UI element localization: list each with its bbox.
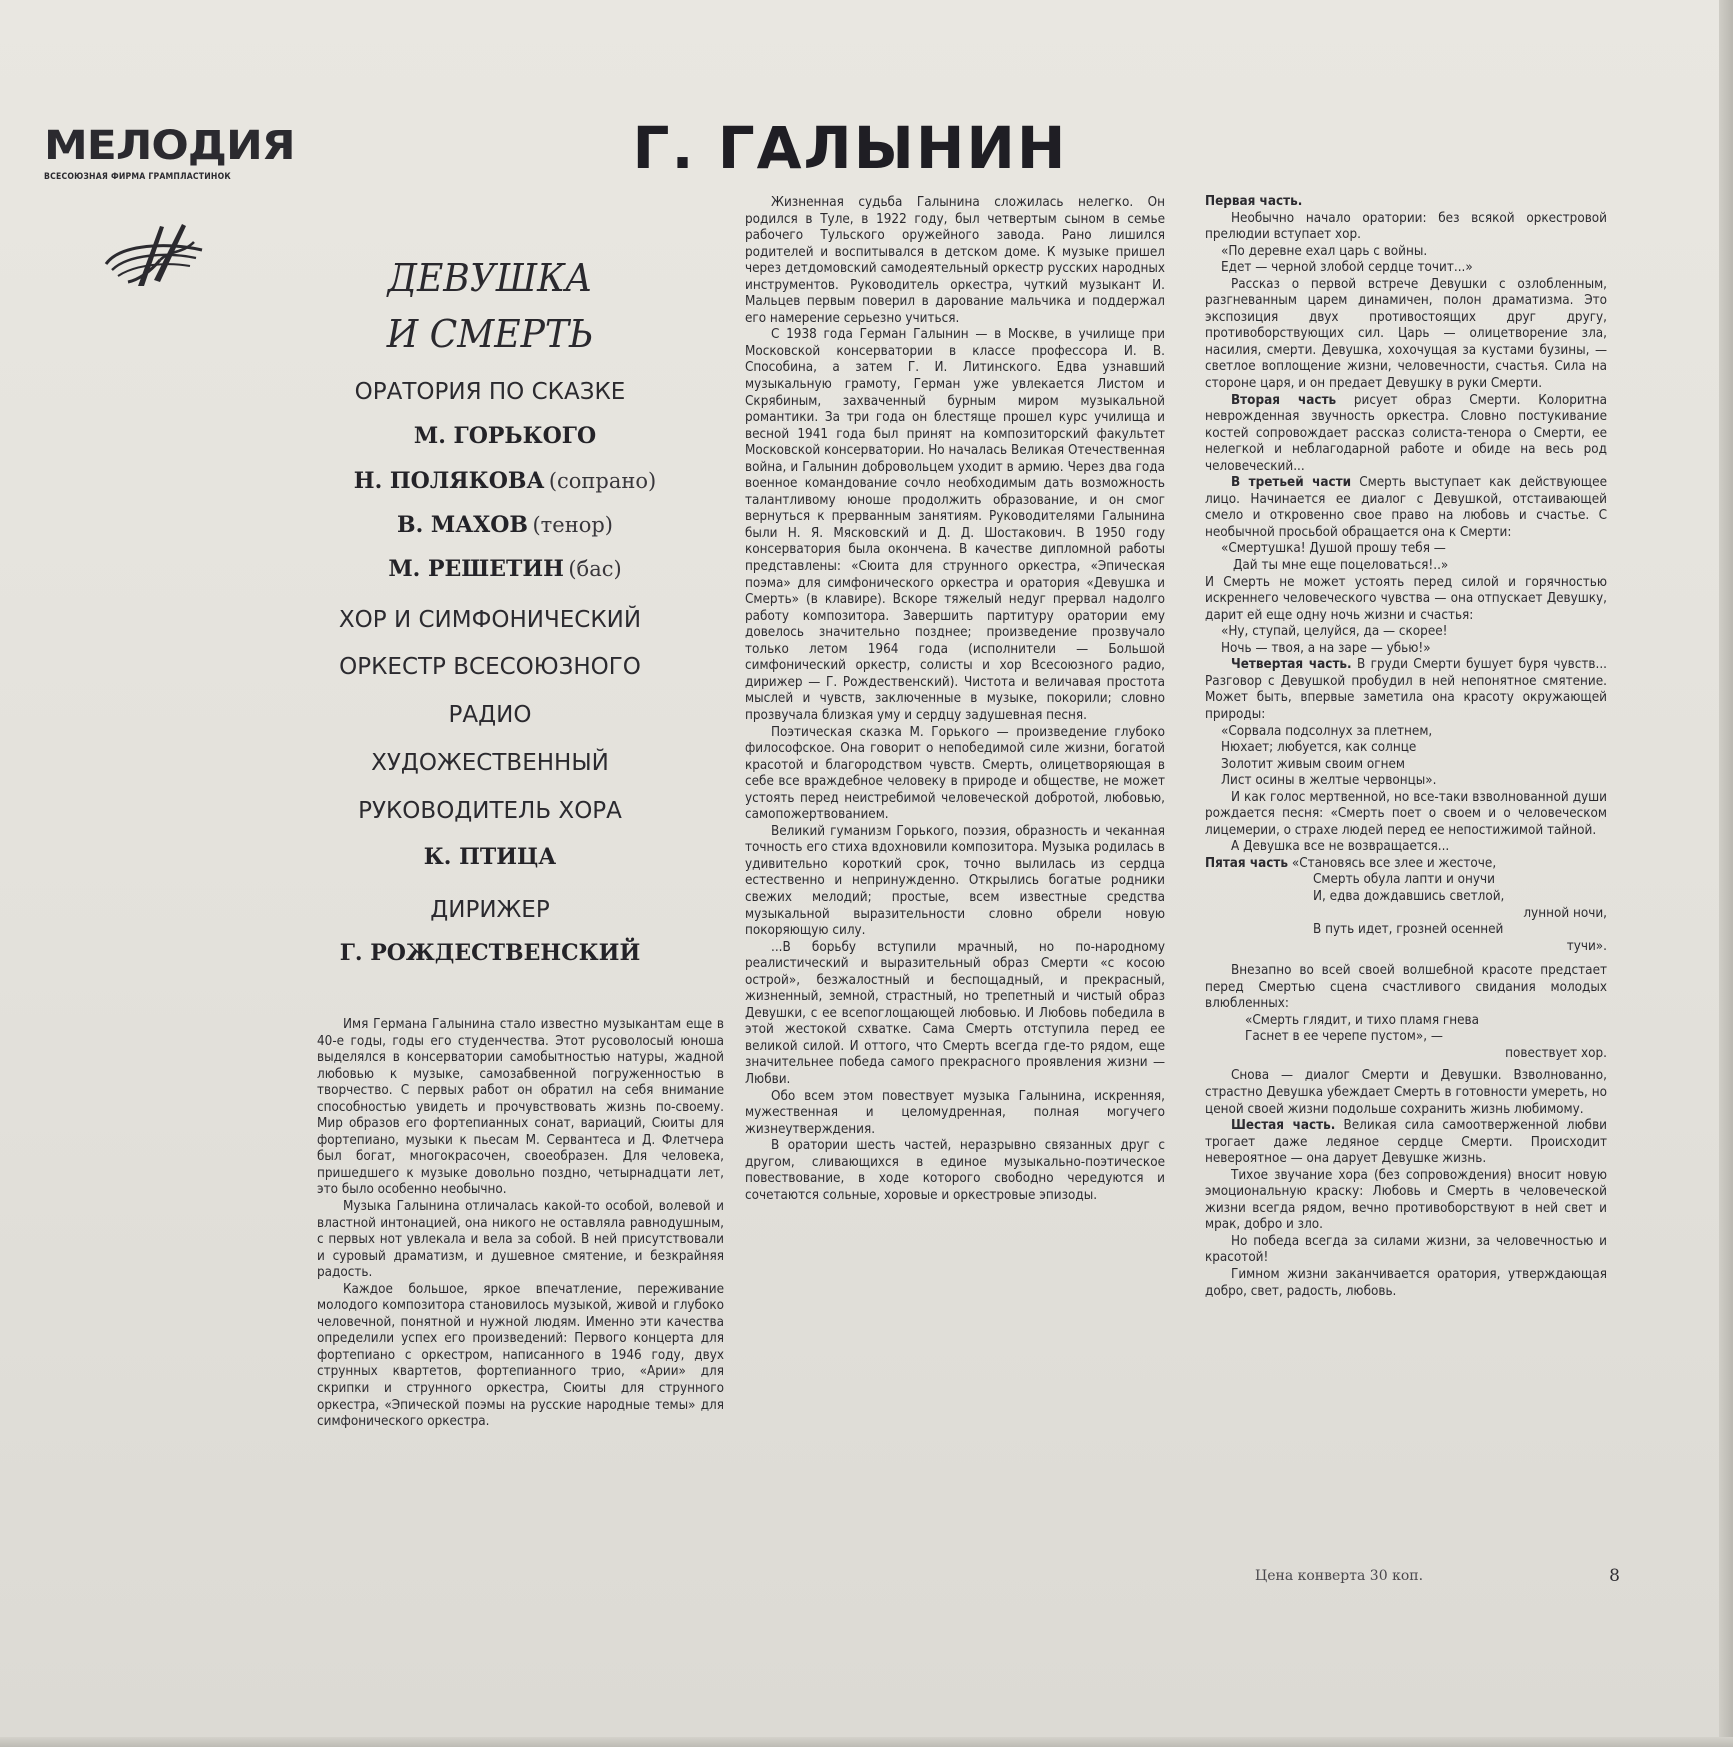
part-2-text: рисует образ Смерти. Колоритна неврожденная звучность оркестра. Словно постукивание костей сопровождает рассказ солиста-тенора о Смерти, ее нелегкой и неблагодарной работе и обиде на весь род человеческий... xyxy=(1205,392,1607,474)
soloist-2 xyxy=(300,503,680,547)
text-column-1 xyxy=(317,1017,724,1431)
paragraph: Поэтическая сказка М. Горького — произведение глубоко философское. Она говорит о непобедимой силе жизни, богатой красотой и благородством чувств. Смерть, олицетворяющая в себе все враждебное человеку в природе и обществе, не может устоять перед неистребимой человеческой добротой, любовью, самопожертвованием. xyxy=(745,724,1165,823)
verse-line: И, едва дождавшись светлой, xyxy=(1313,888,1505,904)
part-3-text: Смерть выступает как действующее лицо. Начинается ее диалог с Девушкой, отстаивающей смело и откровенно свое право на любовь и счастье. С необычной просьбой обращается она к Смерти: xyxy=(1205,475,1607,540)
verse-line: «Сорвала подсолнух за плетнем, xyxy=(1221,723,1433,739)
verse-line: Смерть обула лапти и онучи xyxy=(1313,872,1495,888)
part-4-label: Четвертая часть. xyxy=(1231,657,1352,673)
verse-line: повествует хор. xyxy=(1505,1045,1607,1061)
verse-line: Лист осины в желтые червонцы». xyxy=(1221,773,1437,789)
credits-block xyxy=(300,250,680,975)
paragraph: И Смерть не может устоять перед силой и горячностью искреннего человеческого чувства — она отпускает Девушку, дарит ей еще одну ночь жизни и счастья: xyxy=(1205,574,1607,623)
author-name: М. ГОРЬКОГО xyxy=(413,423,597,449)
paragraph: Рассказ о первой встрече Девушки с озлобленным, разгневанным царем динамичен, полон драматизма. Это экспозиция двух противостоящих друг другу, противоборствующих сил. Царь — олицетворение зла, насилия, смерти. Девушка, хохочущая за кустами бузины, — светлое воплощение жизни, человечности, счастья. Сила на стороне царя, и он предает Девушку в руки Смерти. xyxy=(1205,276,1607,392)
ensemble-line: ХОР И СИМФОНИЧЕСКИЙ xyxy=(338,607,642,633)
part-5-heading xyxy=(1205,856,1607,873)
verse-line: Нюхает; любуется, как солнце xyxy=(1221,740,1417,756)
paragraph: Имя Германа Галынина стало известно музыкантам еще в 40-е годы, годы его студенчества. Этот русоволосый юноша выделялся в консерватории самобытностью натуры, жадной любовью к музыке, самозабвенной погруженностью в творчество. С первых работ он обратил на себя внимание способностью увидеть и прочувствовать жизнь по-своему. Мир образов его фортепианных сонат, вариаций, Сюиты для фортепиано, музыки к пьесам М. Сервантеса и Д. Флетчера был богат, многокрасочен, своеобразен. Для человека, пришедшего к музыке довольно поздно, четырнадцати лет, это было особенно необычно. xyxy=(317,1017,724,1198)
paragraph: С 1938 года Герман Галынин — в Москве, в училище при Московской консерватории в классе профессора И. В. Способина, а затем Г. И. Литинского. Едва узнавший музыкальную грамоту, Герман уже увлекается Листом и Скрябиным, захваченный бурным миром музыкальной романтики. За три года он блестяще прошел курс училища и весной 1941 года был принят на композиторский факультет Московской консерватории. Но началась Великая Отечественная война, и Галынин добровольцем уходит в армию. Через два года военное командование сочло необходимым дать возможность талантливому юноше продолжить образование, и он смог вернуться к прерванным занятиям. Руководителями Галынина были Н. Я. Мясковский и Д. Д. Шостакович. В 1950 году консерватория была окончена. В качестве дипломной работы представлены: «Сюита для струнного оркестра, «Эпическая поэма» для симфонического оркестра и оратория «Девушка и Смерть» (в клавире). Вскоре тяжелый недуг прервал надолго работу композитора. Завершить партитуру оратории ему довелось значительно позднее; произведение прозвучало только летом 1964 года (исполнители — Большой симфонический оркестр, солисты и хор Всесоюзного радио, дирижер — Г. Рождественский). Чистота и величавая простота мыслей и чувств, заключенные в музыке, покорили; словно прозвучала близкая уму и сердцу задушевная песня. xyxy=(745,327,1165,723)
soloist-role: (тенор) xyxy=(532,513,613,537)
part-1-label: Первая часть. xyxy=(1205,194,1303,209)
paragraph: Великий гуманизм Горького, поэзия, образность и чеканная точность его стиха вдохновили композитора. Музыка родилась в удивительно короткий срок, точно вылилась из сердца естественно и непринужденно. Открылись богатые родники свежих мелодий; простые, всем известные средства музыкальной выразительности словно обрели новую покоряющую силу. xyxy=(745,823,1165,939)
part-5-label: Пятая часть xyxy=(1205,855,1288,871)
verse-line: Ночь — твоя, а на заре — убью!» xyxy=(1221,640,1431,656)
logo-subtitle: ВСЕСОЮЗНАЯ ФИРМА ГРАМПЛАСТИНОК xyxy=(44,172,231,182)
paragraph: Но победа всегда за силами жизни, за человечностью и красотой! xyxy=(1205,1233,1607,1266)
paragraph: Музыка Галынина отличалась какой-то особой, волевой и властной интонацией, она никого не оставляла равнодушным, с первых нот увлекала и вела за собой. В ней присутствовали и суровый драматизм, и душевное смятение, и безкрайняя радость. xyxy=(317,1199,724,1281)
soloist-name: Н. ПОЛЯКОВА xyxy=(353,468,545,494)
verse-line: «Смертушка! Душой прошу тебя — xyxy=(1221,541,1446,557)
verse-line: «Смерть глядит, и тихо пламя гнева xyxy=(1245,1012,1480,1028)
envelope-price: Цена конверта 30 коп. xyxy=(1255,1568,1424,1584)
soloist-role: (бас) xyxy=(568,557,622,581)
paragraph xyxy=(1205,475,1607,541)
sleeve-edge-bottom xyxy=(0,1737,1733,1747)
composer-name: Г. ГАЛЫНИН xyxy=(632,114,1068,182)
part-6-text: Великая сила самоотверженной любви трогает даже ледяное сердце Смерти. Происходит невероятное — она дарует Девушке жизнь. xyxy=(1205,1118,1607,1167)
verse-line: В путь идет, грозней осенней xyxy=(1313,922,1504,938)
verse-line: Дай ты мне еще поцеловаться!..» xyxy=(1233,558,1449,574)
soloist-3 xyxy=(300,547,680,597)
paragraph: В оратории шесть частей, неразрывно связанных друг с другом, сливающихся в единое музыкально-поэтическое повествование, в ходе которого свободно чередуются и сочетаются сольные, хоровые и оркестровые эпизоды. xyxy=(745,1138,1165,1203)
paragraph: А Девушка все не возвращается... xyxy=(1231,839,1450,855)
text-column-2 xyxy=(745,195,1165,1204)
soloist-1 xyxy=(300,459,680,503)
work-title-line-2: И СМЕРТЬ xyxy=(386,312,594,356)
verse-line: «По деревне ехал царь с войны. xyxy=(1221,243,1428,259)
soloist-name: М. РЕШЕТИН xyxy=(388,556,564,582)
ensemble-line: ОРКЕСТР ВСЕСОЮЗНОГО xyxy=(339,654,641,680)
choir-director: К. ПТИЦА xyxy=(423,844,557,870)
footer xyxy=(1255,1568,1620,1584)
work-title xyxy=(310,250,671,362)
paragraph xyxy=(1205,393,1607,476)
melodiya-logo xyxy=(44,122,295,182)
ensemble-line: РАДИО xyxy=(448,702,532,728)
melodiya-emblem-icon xyxy=(98,220,213,290)
page-number: 8 xyxy=(1609,1566,1620,1586)
paragraph: ...В борьбу вступили мрачный, но по-народному реалистический и выразительный образ Смерти «с косою острой», безжалостный и беспощадный, и прекрасный, жизненный, земной, страстный, но трепетный и чистый образ Девушки, с ее всепоглощающей любовью. И Любовь победила в этой жестокой схватке. Сама Смерть отступила перед ее великой силой. И оттого, что Смерть всегда где-то рядом, еще значительнее победа самого прекрасного проявления жизни — Любви. xyxy=(745,939,1165,1087)
oratorio-subtitle: ОРАТОРИЯ ПО СКАЗКЕ xyxy=(354,379,626,405)
part-heading xyxy=(1205,194,1607,211)
paragraph: И как голос мертвенной, но все-таки взволнованной души рождается песня: «Смерть поет о своем и о человеческом лицемерии, о страхе людей перед ее непостижимой тайной. xyxy=(1205,789,1607,838)
logo-wordmark: МЕЛОДИЯ xyxy=(44,122,295,170)
verse-line: Едет — черной злобой сердце точит...» xyxy=(1221,260,1473,276)
paragraph: Внезапно во всей своей волшебной красоте предстает перед Смертью сцена счастливого свидания молодых влюбленных: xyxy=(1205,963,1607,1012)
part-3-label: В третьей части xyxy=(1231,475,1352,491)
paragraph: Тихое звучание хора (без сопровождения) вносит новую эмоциональную краску: Любовь и Смерть в человеческой жизни всегда рядом, вечно противоборствуют в ней свет и мрак, добро и зло. xyxy=(1205,1167,1607,1233)
ensemble-line: РУКОВОДИТЕЛЬ ХОРА xyxy=(358,798,622,824)
paragraph: Снова — диалог Смерти и Девушки. Взволнованно, страстно Девушка убеждает Смерть в готовности умереть, но ценой своей жизни подольше сохранить жизнь любимому. xyxy=(1205,1068,1607,1117)
verse-line: Золотит живым своим огнем xyxy=(1221,756,1405,772)
verse-line: Гаснет в ее черепе пустом», — xyxy=(1245,1029,1443,1045)
verse-line: лунной ночи, xyxy=(1523,905,1607,921)
part-4-text: В груди Смерти бушует буря чувств... Разговор с Девушкой пробудил в ней непонятное смятение. Может быть, впервые заметила она красоту окружающей природы: xyxy=(1205,657,1607,722)
sleeve-edge-right xyxy=(1719,0,1733,1747)
verse-line: тучи». xyxy=(1566,938,1607,954)
soloist-name: В. МАХОВ xyxy=(397,512,529,538)
part-6-label: Шестая часть. xyxy=(1231,1118,1336,1134)
conductor-name: Г. РОЖДЕСТВЕНСКИЙ xyxy=(339,940,641,966)
paragraph: Каждое большое, яркое впечатление, переживание молодого композитора становилось музыкой, живой и глубоко человечной, понятной и нужной людям. Именно эти качества определили успех его произведений: Первого концерта для фортепиано с оркестром, написанного в 1946 году, двух струнных квартетов, фортепианного трио, «Арии» для скрипки и струнного оркестра, Сюиты для струнного оркестра, «Эпической поэмы на русские народные темы» для симфонического оркестра. xyxy=(317,1281,724,1430)
paragraph: Гимном жизни заканчивается оратория, утверждающая добро, свет, радость, любовь. xyxy=(1205,1267,1607,1299)
ensemble-line: ХУДОЖЕСТВЕННЫЙ xyxy=(371,750,609,776)
text-column-3 xyxy=(1205,194,1607,1300)
soloist-role: (сопрано) xyxy=(548,469,657,493)
conductor-label: ДИРИЖЕР xyxy=(430,897,550,923)
paragraph: Обо всем этом повествует музыка Галынина, искренняя, мужественная и целомудренная, полная могучего жизнеутверждения. xyxy=(745,1088,1165,1137)
work-title-line-1: ДЕВУШКА xyxy=(387,256,593,300)
paragraph xyxy=(1205,1118,1607,1168)
paragraph xyxy=(1205,657,1607,723)
paragraph: Необычно начало оратории: без всякой оркестровой прелюдии вступает хор. xyxy=(1205,210,1607,243)
verse-line: «Становясь все злее и жесточе, xyxy=(1291,855,1497,871)
paragraph: Жизненная судьба Галынина сложилась нелегко. Он родился в Туле, в 1922 году, был четвертым сыном в семье рабочего Тульского оружейного завода. Рано лишился родителей и воспитывался в детском доме. К музыке пришел через детдомовский самодеятельный оркестр русских народных инструментов. Руководитель оркестра, чуткий музыкант И. Мальцев первым поверил в дарование мальчика и поддержал его намерение серьезно учиться. xyxy=(745,195,1165,326)
part-2-label: Вторая часть xyxy=(1231,392,1337,408)
verse-line: «Ну, ступай, целуйся, да — скорее! xyxy=(1221,624,1448,640)
